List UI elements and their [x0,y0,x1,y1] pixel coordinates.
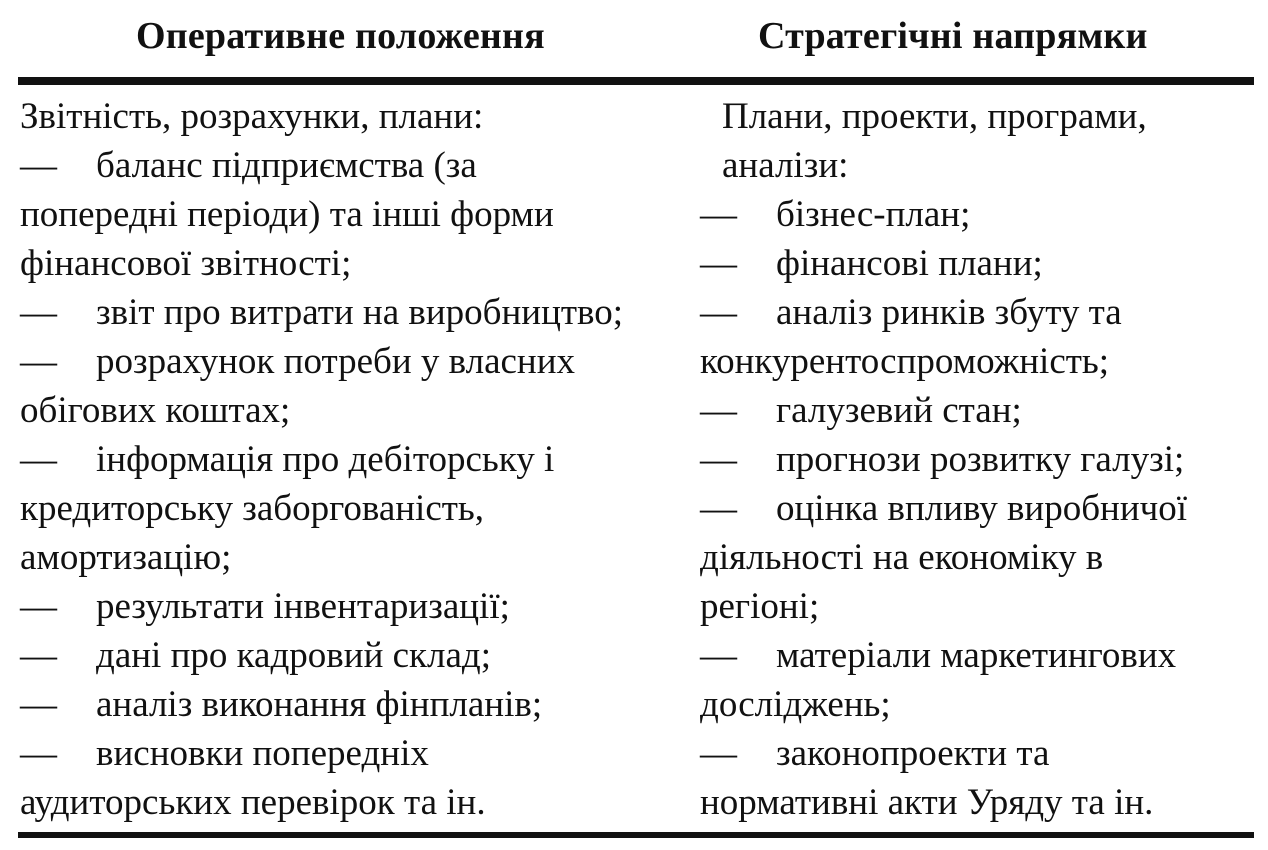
operative-line [20,386,695,435]
strategic-line-text: аналізи: [722,145,849,186]
operative-line-text: висновки попередніх [96,733,429,774]
operative-line-text: аналіз виконання фінпланів; [96,684,543,725]
strategic-line [700,778,1256,827]
strategic-line-text: досліджень; [700,684,891,725]
operative-line-text: звіт про витрати на виробництво; [96,292,624,333]
bottom-rule [18,832,1254,838]
strategic-line [700,141,1256,190]
operative-line [20,729,695,778]
operative-line [20,484,695,533]
operative-line-text: аудиторських перевірок та ін. [20,782,486,823]
operative-line-text: результати інвентаризації; [96,586,510,627]
strategic-line-text: конкурентоспроможність; [700,341,1110,382]
strategic-line-text: фінансові плани; [776,243,1043,284]
operative-line-text: попередні періоди) та інші форми [20,194,554,235]
operative-line-text: кредиторську заборгованість, [20,488,485,529]
strategic-line-text: матеріали маркетингових [776,635,1177,676]
strategic-line-text: законопроекти та [776,733,1050,774]
operative-line-text: дані про кадровий склад; [96,635,492,676]
strategic-line [700,92,1256,141]
strategic-line-text: оцінка впливу виробничої [776,488,1188,529]
dash-marker: — [700,439,737,480]
operative-line [20,680,695,729]
operative-line [20,582,695,631]
strategic-line [700,484,1256,533]
operative-line [20,288,695,337]
strategic-line-text: прогнози розвитку галузі; [776,439,1185,480]
strategic-line-text: нормативні акти Уряду та ін. [700,782,1154,823]
dash-marker: — [20,733,57,774]
strategic-line [700,631,1256,680]
dash-marker: — [700,635,737,676]
strategic-line [700,582,1256,631]
dash-marker: — [700,292,737,333]
dash-marker: — [700,194,737,235]
header-operative: Оперативне положення [136,15,545,57]
strategic-line-text: діяльності на економіку в [700,537,1104,578]
strategic-line [700,680,1256,729]
dash-marker: — [20,586,57,627]
strategic-line [700,729,1256,778]
operative-line [20,239,695,288]
operative-line-text: баланс підприємства (за [96,145,477,186]
operative-line [20,778,695,827]
strategic-line-text: Плани, проекти, програми, [722,96,1147,137]
strategic-line [700,288,1256,337]
strategic-line [700,533,1256,582]
dash-marker: — [700,733,737,774]
operative-line-text: розрахунок потреби у власних [96,341,576,382]
operative-line [20,435,695,484]
strategic-line [700,386,1256,435]
strategic-line-text: регіоні; [700,586,820,627]
strategic-line [700,435,1256,484]
table-header [18,0,1254,72]
dash-marker: — [20,292,57,333]
strategic-line [700,337,1256,386]
operative-line-text: Звітність, розрахунки, плани: [20,96,484,137]
strategic-line-text: бізнес-план; [776,194,971,235]
strategic-line [700,239,1256,288]
operative-line [20,631,695,680]
dash-marker: — [20,439,57,480]
dash-marker: — [700,488,737,529]
column-strategic [700,92,1256,827]
dash-marker: — [700,390,737,431]
strategic-line [700,190,1256,239]
operative-line-text: обігових коштах; [20,390,291,431]
dash-marker: — [20,341,57,382]
strategic-line-text: галузевий стан; [776,390,1022,431]
header-rule [18,77,1254,85]
operative-line-text: амортизацію; [20,537,232,578]
dash-marker: — [700,243,737,284]
operative-line-text: інформація про дебіторську і [96,439,555,480]
operative-line [20,533,695,582]
operative-line [20,337,695,386]
column-operative [20,92,695,827]
dash-marker: — [20,684,57,725]
dash-marker: — [20,635,57,676]
operative-line [20,141,695,190]
header-strategic: Стратегічні напрямки [758,15,1148,57]
operative-line [20,92,695,141]
operative-line-text: фінансової звітності; [20,243,352,284]
strategic-line-text: аналіз ринків збуту та [776,292,1122,333]
dash-marker: — [20,145,57,186]
operative-line [20,190,695,239]
